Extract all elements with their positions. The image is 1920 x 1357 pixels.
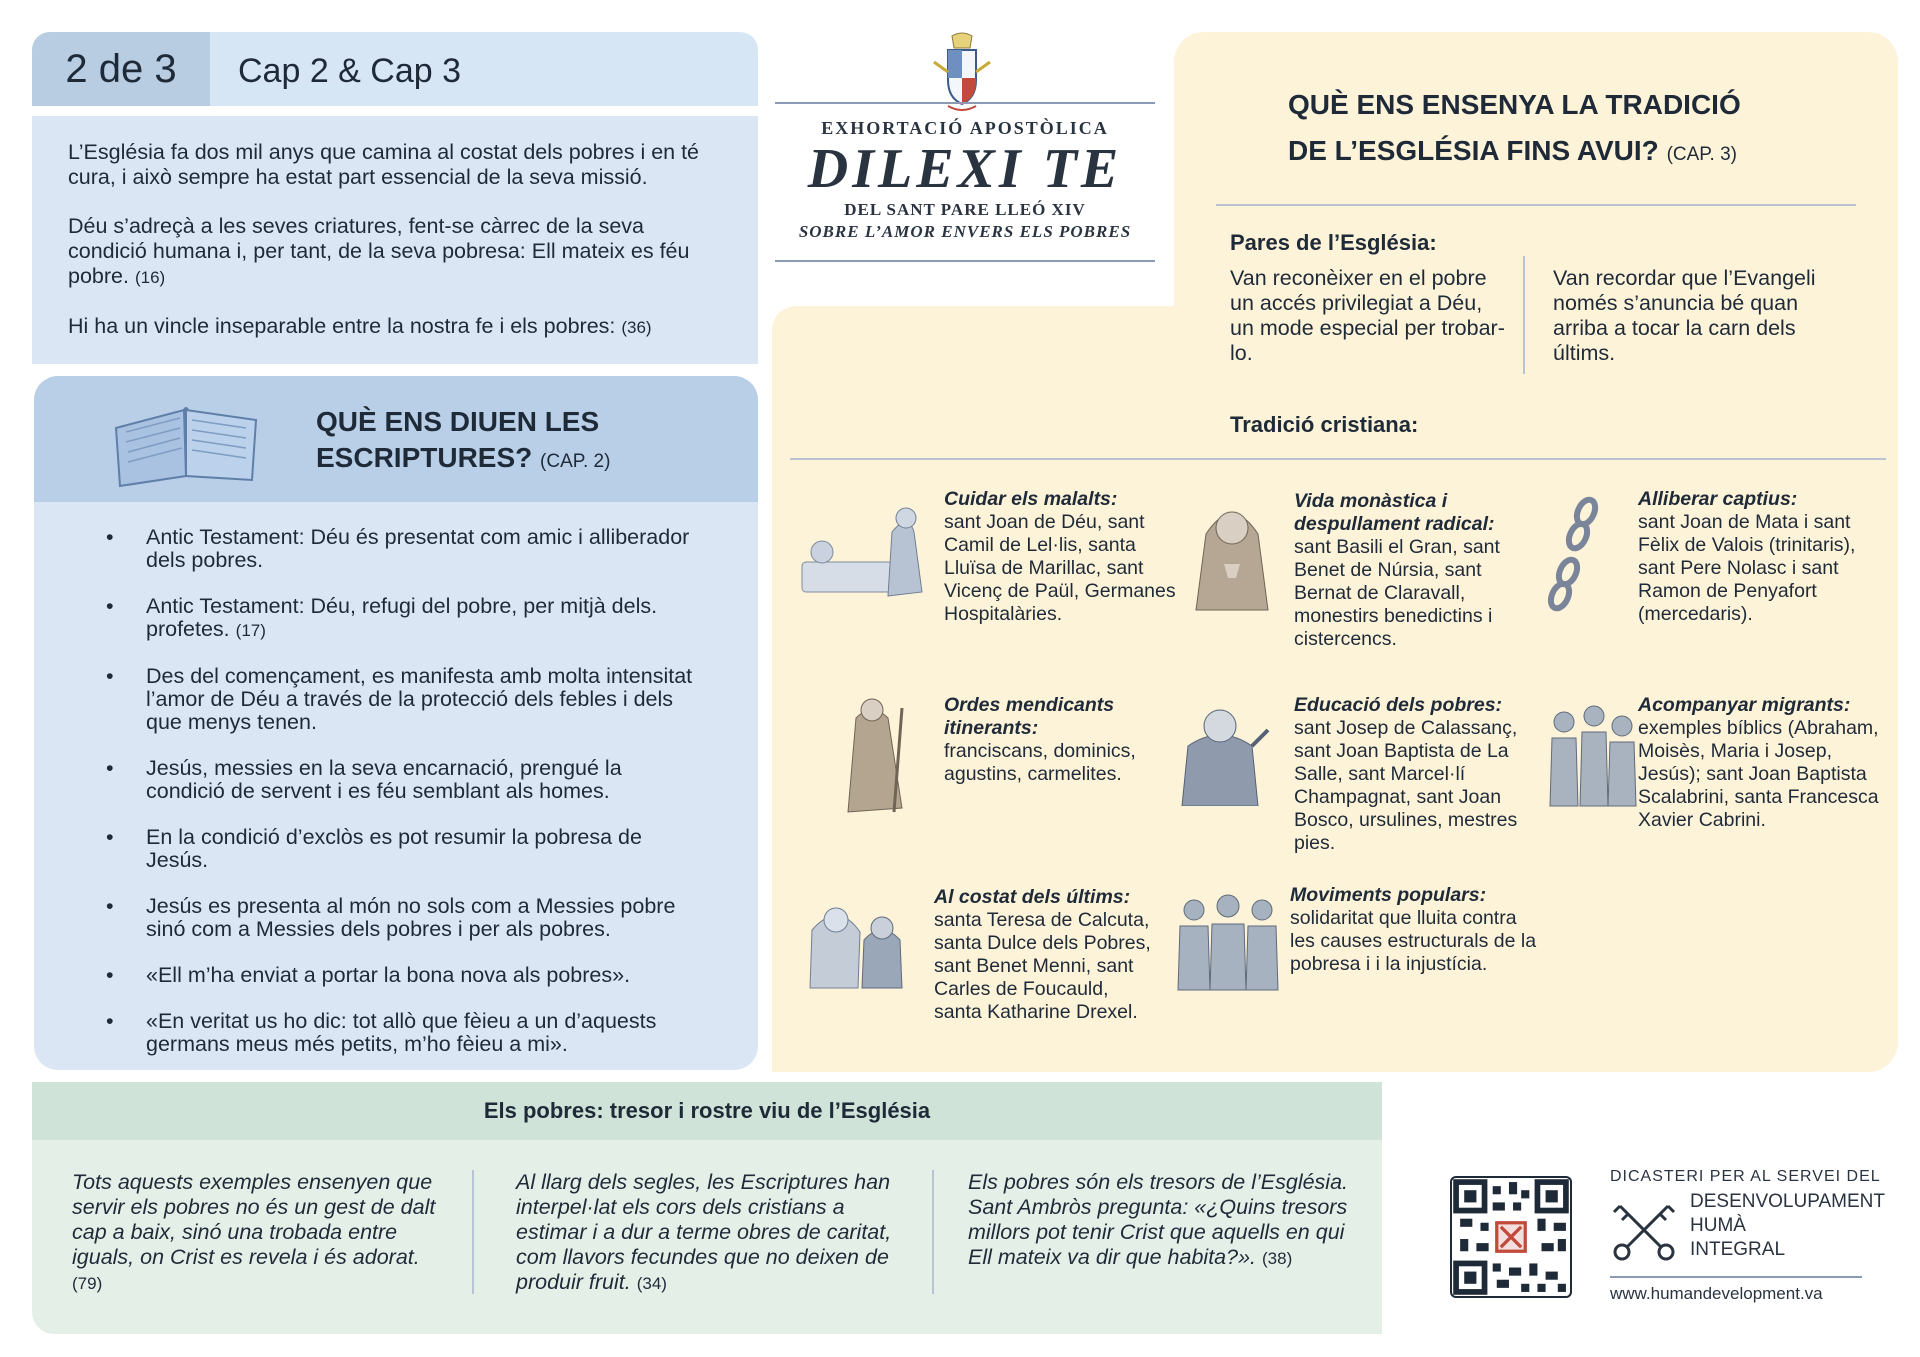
tradition-title-l1: QUÈ ENS ENSENYA LA TRADICIÓ — [1288, 89, 1741, 120]
sick-care-illustration — [796, 492, 946, 612]
tradition-cell-head: Cuidar els malalts: — [944, 488, 1118, 510]
tradition-cell — [1638, 694, 1880, 832]
scriptures-title-l1: QUÈ ENS DIUEN LES — [316, 406, 600, 437]
scriptures-list — [106, 526, 706, 1070]
logo-author: DEL SANT PARE LLEÓ XIV — [844, 200, 1086, 219]
section-divider — [790, 458, 1886, 460]
list-item — [106, 964, 706, 987]
monk-illustration — [1184, 494, 1280, 612]
list-item — [106, 526, 706, 572]
tradition-cell-head: Al costat dels últims: — [934, 886, 1131, 908]
logo-subtitle: EXHORTACIÓ APOSTÒLICA — [821, 118, 1109, 138]
qr-code[interactable] — [1450, 1176, 1572, 1298]
bottom-column-ref: (79) — [72, 1274, 103, 1293]
bottom-column-text: Els pobres són els tresors de l’Església. Sant Ambròs pregunta: «¿Quins tresors millors pot tenir Crist que aquells en qui Ell mateix va dir que habita?». — [968, 1170, 1349, 1269]
page-number: 2 de 3 — [32, 32, 210, 106]
list-item-text: Jesús, messies en la seva encarnació, prengué la condició de servent i es féu semblant als homes. — [146, 756, 622, 803]
caregiver-illustration — [802, 880, 912, 990]
tradition-cell — [934, 886, 1160, 1024]
dicastery-line3: HUMÀ — [1690, 1215, 1746, 1236]
migrants-illustration — [1544, 698, 1640, 810]
intro-p3 — [68, 314, 722, 340]
tradition-title-ref: (CAP. 3) — [1666, 144, 1737, 165]
list-item-text: «Ell m’ha enviat a portar la bona nova als pobres». — [146, 963, 631, 987]
tradition-cell — [944, 694, 1154, 786]
tradition-cell-head: Alliberar captius: — [1638, 488, 1798, 510]
tradition-cell-body: santa Teresa de Calcuta, santa Dulce dels Pobres, sant Benet Menni, sant Carles de Foucauld, santa Katharine Drexel. — [934, 909, 1151, 1023]
bottom-column — [516, 1170, 916, 1296]
pares-right-text: Van recordar que l’Evangeli només s’anuncia bé quan arriba a tocar la carn dels últims. — [1553, 266, 1816, 365]
scriptures-panel — [34, 376, 758, 1070]
tradition-cell-head: Vida monàstica i despullament radical: — [1294, 490, 1495, 535]
logo-divider — [775, 260, 1155, 262]
list-item — [106, 895, 706, 941]
tradition-title — [1288, 82, 1741, 178]
tradition-cell-body: sant Joan de Mata i sant Fèlix de Valois (trinitaris), sant Pere Nolasc i sant Ramon de Penyafort (mercedaris). — [1638, 511, 1856, 625]
page-header — [32, 32, 758, 106]
intro-p3-text: Hi ha un vincle inseparable entre la nostra fe i els pobres: — [68, 314, 616, 338]
column-divider — [1523, 256, 1525, 374]
list-item — [106, 826, 706, 872]
logo-title: DILEXI TE — [807, 138, 1123, 200]
bottom-column — [968, 1170, 1364, 1271]
intro-p1 — [68, 140, 722, 190]
pares-left-text: Van reconèixer en el pobre un accés privilegiat a Déu, un mode especial per trobar-lo. — [1230, 266, 1505, 365]
bottom-column-text: Al llarg dels segles, les Escriptures han interpel·lat els cors dels cristians a estimar i a dur a terme obres de caritat, com llavors fecundes que no deixen de produir fruit. — [516, 1170, 892, 1294]
list-item-text: «En veritat us ho dic: tot allò que fèieu a un d’aquests germans meus més petits, m’ho fèieu a mi». — [146, 1009, 657, 1056]
crossed-keys-icon — [1610, 1196, 1678, 1264]
tradition-cell-body: franciscans, dominics, agustins, carmelites. — [944, 740, 1136, 785]
dicastery-line2: DESENVOLUPAMENT — [1690, 1191, 1885, 1212]
teacher-illustration — [1170, 696, 1270, 806]
list-item-text: Antic Testament: Déu és presentat com amic i alliberador dels pobres. — [146, 525, 690, 572]
intro-p2-ref: (16) — [134, 268, 166, 287]
broken-chain-illustration — [1540, 496, 1610, 612]
tradition-cell-body: exemples bíblics (Abraham, Moisès, Maria i Josep, Jesús); sant Joan Baptista Scalabrini, santa Francesca Xavier Cabrini. — [1638, 717, 1879, 831]
people-group-illustration — [1176, 886, 1280, 992]
tradition-title-l2: DE L’ESGLÉSIA FINS AVUI? — [1288, 135, 1659, 166]
list-item — [106, 1010, 706, 1056]
dicastery-name — [1690, 1190, 1885, 1262]
tradition-cell — [1294, 490, 1530, 651]
intro-p3-ref: (36) — [621, 318, 652, 337]
tradition-cell-head: Moviments populars: — [1290, 884, 1487, 906]
intro-p2-text: Déu s’adreçà a les seves criatures, fent-se càrrec de la seva condició humana i, per tant, de la seva pobresa: Ell mateix es féu pobre. — [68, 214, 690, 288]
dicastery-line4: INTEGRAL — [1690, 1239, 1786, 1260]
bottom-heading: Els pobres: tresor i rostre viu de l’Església — [32, 1082, 1382, 1140]
tradition-cell-body: sant Josep de Calassanç, sant Joan Baptista de La Salle, sant Marcel·lí Champagnat, sant Joan Bosco, ursulines, mestres pies. — [1294, 717, 1518, 854]
qr-code-pattern — [1452, 1178, 1570, 1296]
list-item — [106, 665, 706, 734]
friar-illustration — [822, 688, 922, 820]
intro-box — [32, 116, 758, 364]
list-item-text: Antic Testament: Déu, refugi del pobre, per mitjà dels. profetes. — [146, 594, 658, 641]
tradition-cell — [1290, 884, 1546, 976]
tradition-cell-body: sant Joan de Déu, sant Camil de Lel·lis, santa Lluïsa de Marillac, sant Vicenç de Paül, Germanes Hospitalàries. — [944, 511, 1176, 625]
column-divider — [932, 1170, 934, 1294]
dicastery-divider — [1610, 1276, 1862, 1278]
tradition-label: Tradició cristiana: — [1230, 412, 1419, 437]
bottom-column-text: Tots aquests exemples ensenyen que servir els pobres no és un gest de dalt cap a baix, sinó una trobada entre iguals, on Crist es revela i és adorat. — [72, 1170, 436, 1269]
header-title: Cap 2 & Cap 3 — [238, 52, 462, 90]
dicastery-url[interactable]: www.humandevelopment.va — [1610, 1284, 1823, 1303]
scriptures-title-l2: ESCRIPTURES? — [316, 442, 533, 473]
pares-label: Pares de l’Església: — [1230, 230, 1437, 255]
tradition-cell-body: solidaritat que lluita contra les causes estructurals de la pobresa i i la injustícia. — [1290, 907, 1537, 975]
scriptures-title-ref: (CAP. 2) — [540, 451, 611, 472]
list-item-text: Jesús es presenta al món no sols com a Messies pobre sinó com a Messies dels pobres i per als pobres. — [146, 894, 676, 941]
list-item-text: Des del començament, es manifesta amb molta intensitat l’amor de Déu a través de la protecció dels febles i dels que menys tenen. — [146, 664, 693, 734]
logo-subtitle-2: SOBRE L’AMOR ENVERS ELS POBRES — [798, 222, 1132, 241]
tradition-cell-head: Educació dels pobres: — [1294, 694, 1503, 716]
bottom-column-ref: (38) — [1262, 1249, 1293, 1268]
list-item-text: En la condició d’exclòs es pot resumir la pobresa de Jesús. — [146, 825, 642, 872]
column-divider — [472, 1170, 474, 1294]
scriptures-title — [316, 404, 610, 480]
intro-p2 — [68, 214, 722, 290]
bottom-column-ref: (34) — [636, 1274, 667, 1293]
list-item — [106, 757, 706, 803]
scriptures-header — [34, 376, 758, 502]
list-item-ref: (17) — [235, 621, 266, 640]
tradition-cell — [1638, 488, 1876, 626]
book-icon — [106, 388, 266, 490]
list-item — [106, 595, 706, 642]
tradition-cell-head: Acompanyar migrants: — [1638, 694, 1851, 716]
intro-p1-text: L’Església fa dos mil anys que camina al costat dels pobres i en té cura, i això sempre ha estat part essencial de la seva missió. — [68, 140, 700, 189]
logo-divider — [775, 102, 1155, 104]
section-divider — [1216, 204, 1856, 206]
dicastery-line1: DICASTERI PER AL SERVEI DEL — [1610, 1168, 1881, 1185]
tradition-cell — [1294, 694, 1538, 855]
bottom-column — [72, 1170, 452, 1296]
tradition-cell — [944, 488, 1184, 626]
tradition-cell-head: Ordes mendicants itinerants: — [944, 694, 1115, 739]
tradition-cell-body: sant Basili el Gran, sant Benet de Núrsia, sant Bernat de Claravall, monestirs benedictins i cistercencs. — [1294, 536, 1500, 650]
